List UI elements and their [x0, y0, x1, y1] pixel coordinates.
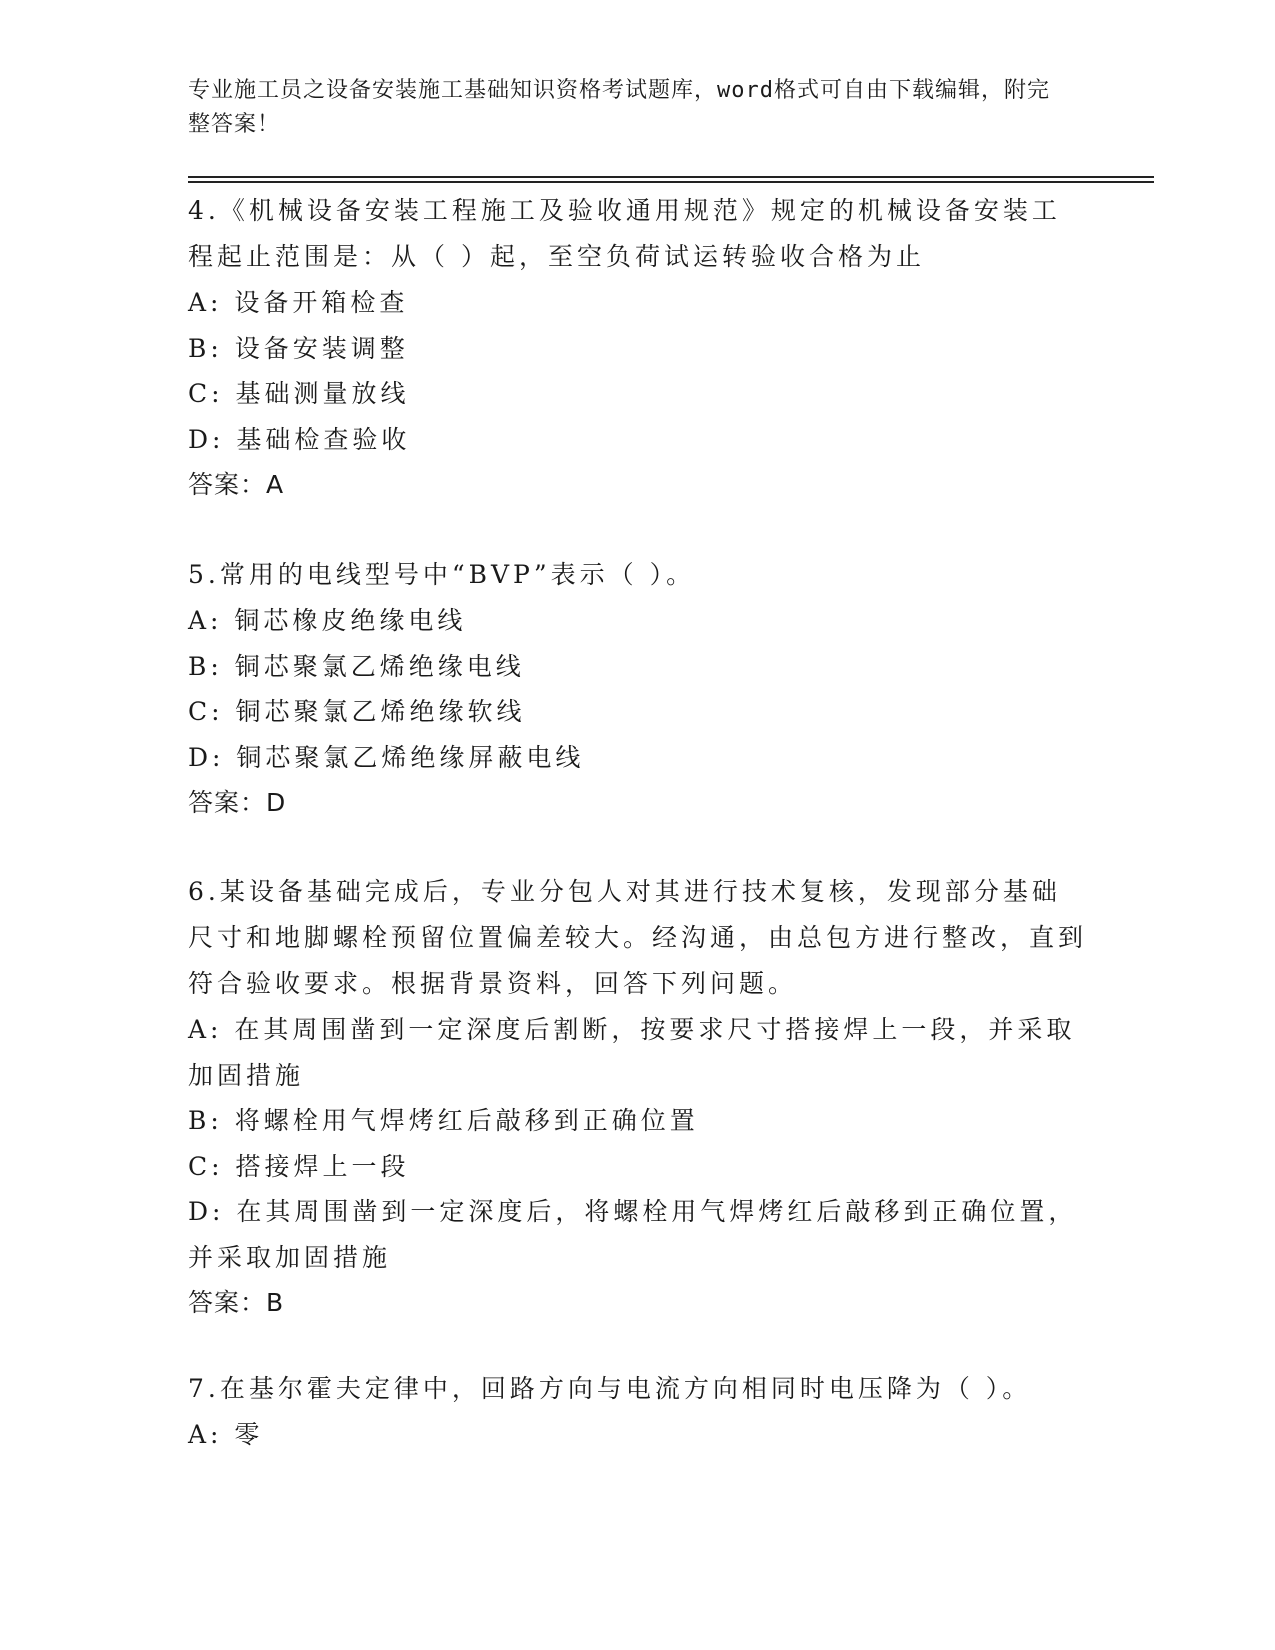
- question-stem: 5.常用的电线型号中“BVP”表示（ ）。: [188, 560, 696, 589]
- question-stem: 6.某设备基础完成后，专业分包人对其进行技术复核，发现部分基础尺寸和地脚螺栓预留位置偏差较大。经沟通，由总包方进行整改，直到符合验收要求。根据背景资料，回答下列问题。: [188, 877, 1088, 998]
- option-a: A: 在其周围凿到一定深度后割断，按要求尺寸搭接焊上一段，并采取加固措施: [188, 1015, 1076, 1090]
- option-c: C: 基础测量放线: [188, 379, 410, 408]
- question-stem: 4.《机械设备安装工程施工及验收通用规范》规定的机械设备安装工程起止范围是：从（ ）起，至空负荷试运转验收合格为止: [188, 196, 1061, 271]
- answer: 答案：B: [188, 1288, 285, 1317]
- option-d: D: 基础检查验收: [188, 424, 411, 454]
- header-divider-top: [188, 176, 1154, 178]
- option-a: A: 零: [188, 1420, 264, 1449]
- document-header: 专业施工员之设备安装施工基础知识资格考试题库，word格式可自由下载编辑，附完整答案！: [188, 78, 1050, 137]
- option-d: D: 在其周围凿到一定深度后，将螺栓用气焊烤红后敲移到正确位置，并采取加固措施: [188, 1197, 1078, 1272]
- question-7: [188, 1366, 1088, 1458]
- option-b: B: 设备安装调整: [188, 333, 409, 363]
- option-d: D: 铜芯聚氯乙烯绝缘屏蔽电线: [188, 742, 585, 772]
- option-b: B: 将螺栓用气焊烤红后敲移到正确位置: [188, 1106, 699, 1135]
- question-4: [188, 188, 1088, 507]
- answer: 答案：D: [188, 788, 287, 817]
- question-5: [188, 552, 1088, 825]
- option-c: C: 铜芯聚氯乙烯绝缘软线: [188, 697, 526, 726]
- question-stem: 7.在基尔霍夫定律中，回路方向与电流方向相同时电压降为（ ）。: [188, 1374, 1032, 1403]
- question-6: [188, 869, 1088, 1325]
- answer: 答案：A: [188, 470, 285, 499]
- option-b: B: 铜芯聚氯乙烯绝缘电线: [188, 651, 525, 681]
- header-divider-bottom: [188, 181, 1154, 183]
- option-a: A: 铜芯橡皮绝缘电线: [188, 606, 467, 635]
- option-c: C: 搭接焊上一段: [188, 1151, 410, 1181]
- option-a: A: 设备开箱检查: [188, 288, 409, 317]
